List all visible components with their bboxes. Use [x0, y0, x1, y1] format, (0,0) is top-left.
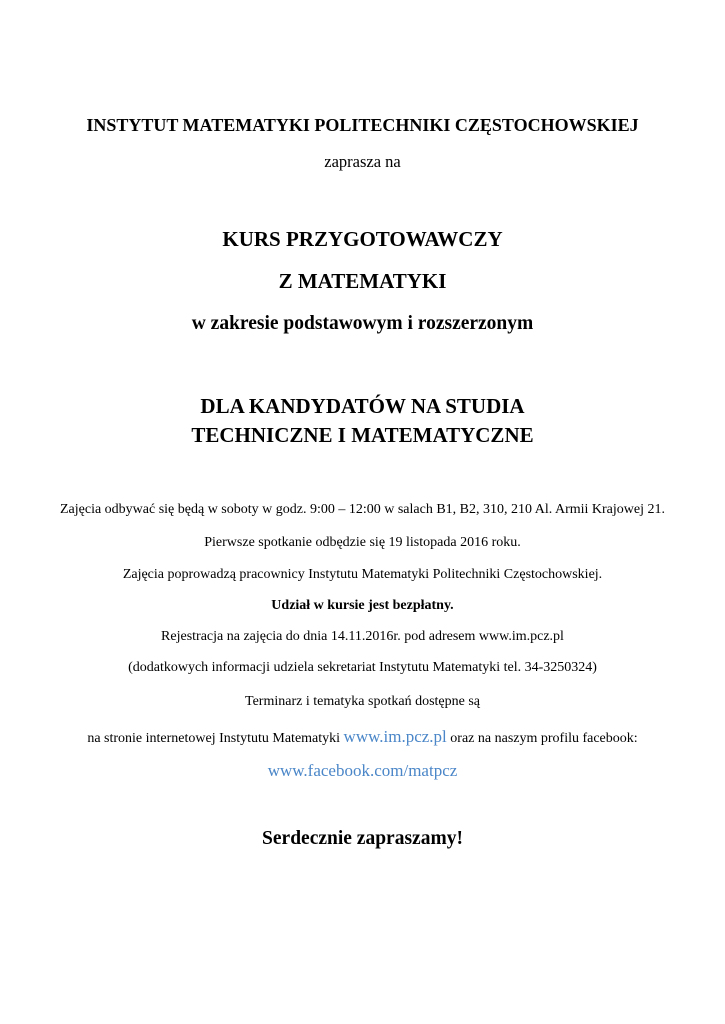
first-meeting-text: Pierwsze spotkanie odbędzie się 19 listopada 2016 roku.: [204, 535, 521, 550]
closing-text: Serdecznie zapraszamy!: [262, 828, 463, 849]
contact-text: (dodatkowych informacji udziela sekretariat Instytutu Matematyki tel. 34-3250324): [128, 660, 597, 675]
schedule-text: Zajęcia odbywać się będą w soboty w godz. 9:00 – 12:00 w salach B1, B2, 310, 210 Al. Armii Krajowej 21.: [59, 502, 665, 517]
invitation-text: zaprasza na: [324, 152, 401, 171]
website-line: [0, 728, 725, 746]
course-title-line-1: KURS PRZYGOTOWAWCZY: [222, 227, 503, 251]
course-scope: w zakresie podstawowym i rozszerzonym: [191, 313, 534, 334]
audience-heading-line-1: DLA KANDYDATÓW NA STUDIA: [200, 394, 525, 418]
course-title-line-2: Z MATEMATYKI: [278, 269, 447, 293]
institute-heading: INSTYTUT MATEMATYKI POLITECHNIKI CZĘSTOCHOWSKIEJ: [86, 115, 639, 135]
free-participation-text: Udział w kursie jest bezpłatny.: [271, 598, 454, 613]
registration-text: Rejestracja na zajęcia do dnia 14.11.2016r. pod adresem www.im.pcz.pl: [161, 629, 564, 644]
website-link[interactable]: www.im.pcz.pl: [343, 727, 447, 746]
staff-text: Zajęcia poprowadzą pracownicy Instytutu Matematyki Politechniki Częstochowskiej.: [122, 567, 603, 582]
website-prefix: na stronie internetowej Instytutu Matematyki: [87, 731, 344, 746]
audience-heading-line-2: TECHNICZNE I MATEMATYCZNE: [191, 423, 534, 447]
website-suffix: oraz na naszym profilu facebook:: [446, 731, 638, 746]
agenda-text: Terminarz i tematyka spotkań dostępne są: [245, 694, 480, 709]
facebook-link[interactable]: www.facebook.com/matpcz: [267, 761, 458, 780]
